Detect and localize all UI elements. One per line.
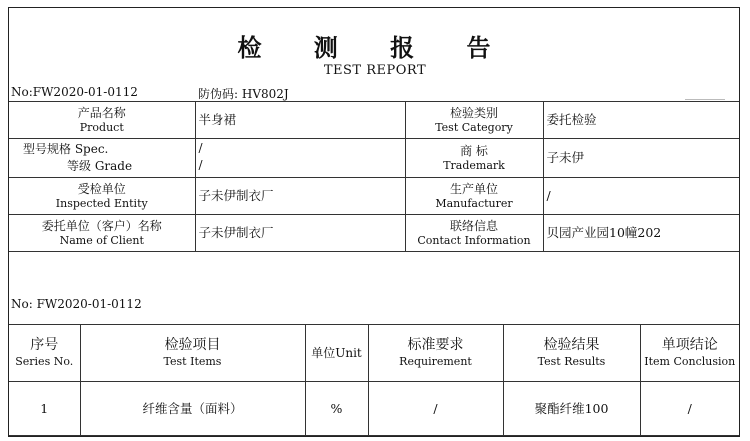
trademark-value: 子未伊 <box>543 139 739 178</box>
manufacturer-label-en: Manufacturer <box>435 196 513 210</box>
product-label-en: Product <box>79 120 124 134</box>
grade-label-zh: 等级 Grade <box>67 159 133 173</box>
category-value: 委托检验 <box>543 102 739 139</box>
info-table <box>9 101 739 252</box>
col-header-series-en: Series No. <box>15 354 74 368</box>
inspected-label-en: Inspected Entity <box>55 196 148 210</box>
col-header-requirement-zh: 标准要求 <box>407 337 464 354</box>
inspected-label-zh: 受检单位 <box>77 181 126 196</box>
cell-conclusion: / <box>640 382 739 436</box>
col-header-results-en: Test Results <box>537 354 606 368</box>
grade-value-text: / <box>198 158 203 172</box>
spec-value-text: / <box>198 141 203 155</box>
report-title: 检 测 报 告 <box>237 33 513 62</box>
spec-value <box>195 139 405 178</box>
col-header-items-en: Test Items <box>163 354 222 368</box>
col-header-items-zh: 检验项目 <box>164 337 221 354</box>
trademark-label-zh: 商 标 <box>460 143 488 158</box>
trademark-label <box>405 139 543 178</box>
col-header-requirement <box>368 325 503 382</box>
report-subtitle: TEST REPORT <box>323 63 427 78</box>
manufacturer-label <box>405 178 543 215</box>
info-row-product <box>9 102 739 139</box>
col-header-results-zh: 检验结果 <box>543 337 600 354</box>
items-table <box>9 324 739 436</box>
category-label-en: Test Category <box>435 120 513 134</box>
category-label <box>405 102 543 139</box>
col-header-items <box>80 325 305 382</box>
category-label-zh: 检验类别 <box>449 105 498 120</box>
report-number: No:FW2020-01-0112 <box>11 85 138 99</box>
info-row-inspected <box>9 178 739 215</box>
client-label <box>9 215 195 252</box>
col-header-unit-zh: 单位Unit <box>311 345 362 360</box>
table-row <box>9 382 739 436</box>
items-header-row <box>9 325 739 382</box>
cell-item: 纤维含量（面料） <box>80 382 305 436</box>
col-header-conclusion-en: Item Conclusion <box>644 354 736 368</box>
col-header-requirement-en: Requirement <box>399 354 472 368</box>
divider <box>685 99 725 100</box>
col-header-conclusion <box>640 325 739 382</box>
contact-label-en: Contact Information <box>417 233 531 247</box>
col-header-unit <box>305 325 368 382</box>
manufacturer-label-zh: 生产单位 <box>449 181 498 196</box>
trademark-label-en: Trademark <box>443 158 505 172</box>
inspected-value: 子未伊制衣厂 <box>195 178 405 215</box>
product-value: 半身裙 <box>195 102 405 139</box>
cell-requirement: / <box>368 382 503 436</box>
client-label-en: Name of Client <box>59 233 144 247</box>
manufacturer-value: / <box>543 178 739 215</box>
info-row-client <box>9 215 739 252</box>
cell-unit: % <box>305 382 368 436</box>
cell-series: 1 <box>9 382 80 436</box>
client-label-zh: 委托单位（客户）名称 <box>41 218 162 233</box>
col-header-series <box>9 325 80 382</box>
col-header-conclusion-zh: 单项结论 <box>661 337 718 354</box>
client-value: 子未伊制衣厂 <box>195 215 405 252</box>
contact-label-zh: 联络信息 <box>449 218 498 233</box>
contact-value: 贝园产业园10幢202 <box>543 215 739 252</box>
inspected-label <box>9 178 195 215</box>
spec-label-zh: 型号规格 Spec. <box>23 142 109 156</box>
product-label-zh: 产品名称 <box>77 105 126 120</box>
spec-label <box>9 139 195 178</box>
anti-fake-code: 防伪码: HV802J <box>198 87 289 101</box>
cell-result: 聚酯纤维100 <box>503 382 640 436</box>
contact-label <box>405 215 543 252</box>
info-row-spec <box>9 139 739 178</box>
col-header-results <box>503 325 640 382</box>
col-header-series-zh: 序号 <box>30 337 59 354</box>
product-label <box>9 102 195 139</box>
report-number-2: No: FW2020-01-0112 <box>11 297 142 311</box>
